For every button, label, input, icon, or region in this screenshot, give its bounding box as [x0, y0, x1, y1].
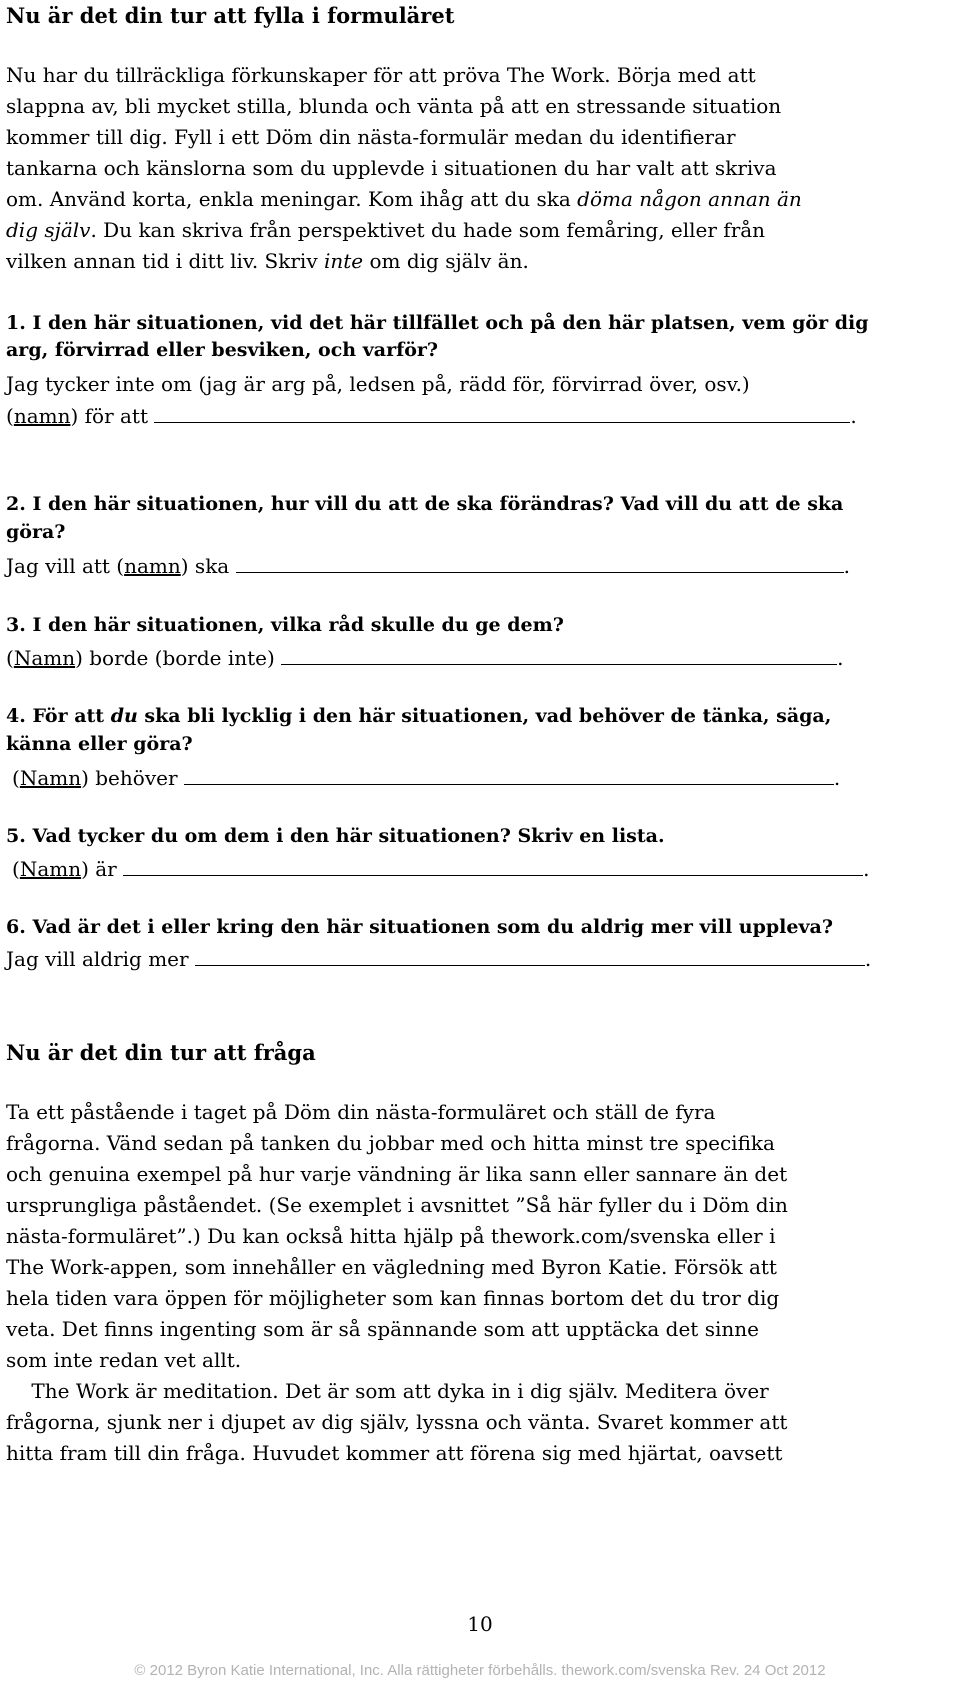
question-4-line: känna eller göra?	[6, 733, 193, 755]
intro-line: kommer till dig. Fyll i ett Döm din nästa-formulär medan du identifierar	[6, 125, 736, 149]
intro-line: Nu har du tillräckliga förkunskaper för att pröva The Work. Börja med att	[6, 63, 756, 87]
body-line: The Work är meditation. Det är som att dyka in i dig själv. Meditera över	[6, 1379, 769, 1403]
question-5-line: 5. Vad tycker du om dem i den här situationen? Skriv en lista.	[6, 825, 665, 847]
answer-6-blank[interactable]	[195, 945, 865, 966]
body-line: The Work-appen, som innehåller en vägledning med Byron Katie. Försök att	[6, 1255, 777, 1279]
question-1-line: arg, förvirrad eller besviken, och varför?	[6, 339, 439, 361]
answer-1-line: Jag tycker inte om (jag är arg på, ledsen på, rädd för, förvirrad över, osv.)	[6, 372, 750, 396]
copyright-footer: © 2012 Byron Katie International, Inc. Alla rättigheter förbehålls. thework.com/svenska Rev. 24 Oct 2012	[134, 1662, 826, 1679]
answer-5-blank[interactable]	[123, 855, 863, 876]
page-title: Nu är det din tur att fylla i formuläret	[6, 3, 455, 28]
body-line: frågorna, sjunk ner i djupet av dig själv, lyssna och vänta. Svaret kommer att	[6, 1410, 788, 1434]
answer-6-line: Jag vill aldrig mer .	[6, 947, 872, 971]
body-line: och genuina exempel på hur varje vändning är lika sann eller sannare än det	[6, 1162, 788, 1186]
answer-2-line: Jag vill att (namn) ska .	[6, 554, 850, 578]
answer-1-blank[interactable]	[154, 402, 850, 423]
body-line: nästa-formuläret”.) Du kan också hitta hjälp på thework.com/svenska eller i	[6, 1224, 776, 1248]
answer-5-line: (Namn) är .	[12, 857, 870, 881]
question-3-line: 3. I den här situationen, vilka råd skulle du ge dem?	[6, 614, 564, 636]
body-line: som inte redan vet allt.	[6, 1348, 242, 1372]
intro-line: om. Använd korta, enkla meningar. Kom ihåg att du ska döma någon annan än	[6, 187, 802, 211]
answer-4-blank[interactable]	[184, 764, 834, 785]
body-line: frågorna. Vänd sedan på tanken du jobbar med och hitta minst tre specifika	[6, 1131, 775, 1155]
page-number: 10	[467, 1612, 493, 1636]
body-line: hitta fram till din fråga. Huvudet kommer att förena sig med hjärtat, oavsett	[6, 1441, 783, 1465]
body-line: ursprungliga påståendet. (Se exemplet i avsnittet ”Så här fyller du i Döm din	[6, 1193, 788, 1217]
body-line: hela tiden vara öppen för möjligheter som kan finnas bortom det du tror dig	[6, 1286, 780, 1310]
question-2-line: göra?	[6, 521, 66, 543]
intro-line: vilken annan tid i ditt liv. Skriv inte om dig själv än.	[6, 249, 529, 273]
section-title: Nu är det din tur att fråga	[6, 1040, 316, 1065]
intro-line: dig själv. Du kan skriva från perspektivet du hade som femåring, eller från	[6, 218, 766, 242]
answer-3-line: (Namn) borde (borde inte) .	[6, 646, 844, 670]
body-line: veta. Det finns ingenting som är så spännande som att upptäcka det sinne	[6, 1317, 759, 1341]
answer-1-line: (namn) för att .	[6, 404, 857, 428]
question-6-line: 6. Vad är det i eller kring den här situationen som du aldrig mer vill uppleva?	[6, 916, 833, 938]
intro-line: tankarna och känslorna som du upplevde i situationen du har valt att skriva	[6, 156, 777, 180]
answer-4-line: (Namn) behöver .	[12, 766, 841, 790]
question-4-line: 4. För att du ska bli lycklig i den här situationen, vad behöver de tänka, säga,	[6, 705, 832, 727]
question-2-line: 2. I den här situationen, hur vill du att de ska förändras? Vad vill du att de ska	[6, 493, 844, 515]
answer-3-blank[interactable]	[281, 644, 837, 665]
body-line: Ta ett påstående i taget på Döm din nästa-formuläret och ställ de fyra	[6, 1100, 716, 1124]
intro-line: slappna av, bli mycket stilla, blunda och vänta på att en stressande situation	[6, 94, 782, 118]
answer-2-blank[interactable]	[236, 552, 844, 573]
question-1-line: 1. I den här situationen, vid det här tillfället och på den här platsen, vem gör dig	[6, 312, 869, 334]
